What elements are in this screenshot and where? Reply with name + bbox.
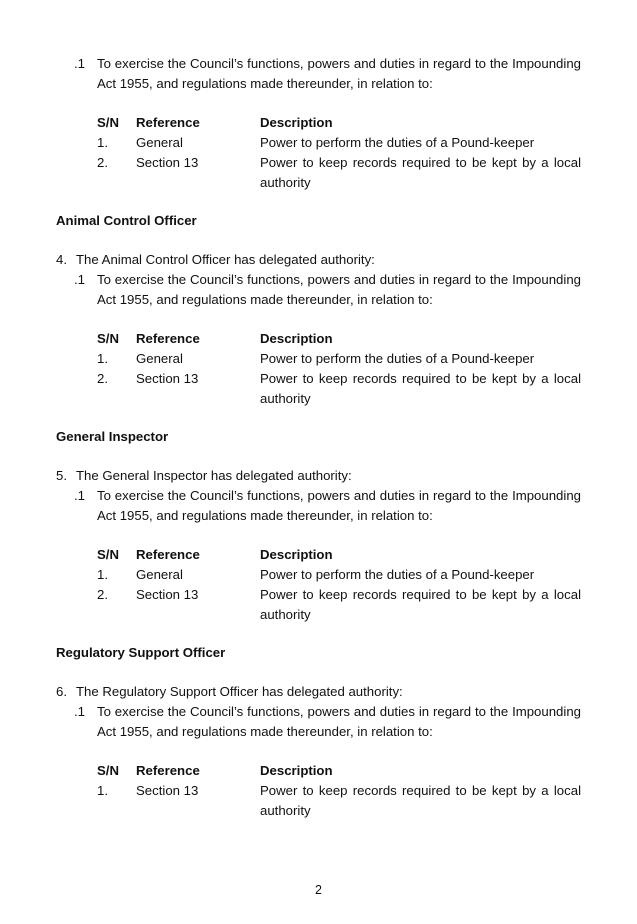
delegation-table: [97, 545, 581, 625]
clause-sub-number: .1: [74, 704, 85, 719]
row-reference: Section 13: [136, 587, 199, 602]
header-description: Description: [260, 115, 333, 130]
row-description: Power to keep records required to be kept by a local authority: [260, 783, 581, 818]
header-sn: S/N: [97, 763, 119, 778]
header-description: Description: [260, 331, 333, 346]
row-sn: 1.: [97, 783, 108, 798]
row-sn: 1.: [97, 567, 108, 582]
header-reference: Reference: [136, 331, 200, 346]
clause-number: 4.: [56, 252, 67, 267]
header-sn: S/N: [97, 547, 119, 562]
row-sn: 2.: [97, 587, 108, 602]
row-description: Power to keep records required to be kept by a local authority: [260, 155, 581, 190]
row-description: Power to perform the duties of a Pound-keeper: [260, 567, 535, 582]
row-description: Power to keep records required to be kept by a local authority: [260, 587, 581, 622]
delegation-table: [97, 329, 581, 409]
clause-text: To exercise the Council’s functions, powers and duties in regard to the Impounding Act 1955, and regulations made thereunder, in relation to:: [97, 488, 581, 523]
header-reference: Reference: [136, 547, 200, 562]
intro-table: [97, 113, 581, 193]
clause-text: To exercise the Council’s functions, powers and duties in regard to the Impounding Act 1955, and regulations made thereunder, in relation to:: [97, 272, 581, 307]
row-reference: General: [136, 135, 183, 150]
section-heading: Animal Control Officer: [56, 213, 197, 228]
statement-text: The Animal Control Officer has delegated authority:: [76, 252, 375, 267]
table-row: [97, 369, 581, 409]
clause-number: 5.: [56, 468, 67, 483]
row-description: Power to perform the duties of a Pound-keeper: [260, 351, 535, 366]
table-row: [97, 349, 581, 369]
row-reference: General: [136, 567, 183, 582]
clause-sub-number: .1: [74, 56, 85, 71]
statement-text: The Regulatory Support Officer has delegated authority:: [76, 684, 403, 699]
table-row: [97, 133, 581, 153]
table-header-row: [97, 329, 581, 349]
clause-text: To exercise the Council’s functions, powers and duties in regard to the Impounding Act 1955, and regulations made thereunder, in relation to:: [97, 704, 581, 739]
table-row: [97, 153, 581, 193]
clause-sub-number: .1: [74, 272, 85, 287]
table-header-row: [97, 113, 581, 133]
header-description: Description: [260, 763, 333, 778]
header-reference: Reference: [136, 763, 200, 778]
section-heading: Regulatory Support Officer: [56, 645, 226, 660]
row-sn: 2.: [97, 371, 108, 386]
header-sn: S/N: [97, 115, 119, 130]
clause-text: To exercise the Council’s functions, powers and duties in regard to the Impounding Act 1955, and regulations made thereunder, in relation to:: [97, 56, 581, 91]
clause-sub-number: .1: [74, 488, 85, 503]
page-number: 2: [315, 883, 322, 897]
row-reference: Section 13: [136, 783, 199, 798]
statement-text: The General Inspector has delegated authority:: [76, 468, 352, 483]
row-reference: Section 13: [136, 371, 199, 386]
row-sn: 2.: [97, 155, 108, 170]
row-reference: Section 13: [136, 155, 199, 170]
table-row: [97, 781, 581, 821]
row-reference: General: [136, 351, 183, 366]
table-header-row: [97, 761, 581, 781]
clause-number: 6.: [56, 684, 67, 699]
header-description: Description: [260, 547, 333, 562]
row-description: Power to perform the duties of a Pound-keeper: [260, 135, 535, 150]
row-sn: 1.: [97, 351, 108, 366]
header-reference: Reference: [136, 115, 200, 130]
row-description: Power to keep records required to be kept by a local authority: [260, 371, 581, 406]
row-sn: 1.: [97, 135, 108, 150]
section-heading: General Inspector: [56, 429, 169, 444]
table-header-row: [97, 545, 581, 565]
header-sn: S/N: [97, 331, 119, 346]
table-row: [97, 565, 581, 585]
delegation-table: [97, 761, 581, 821]
table-row: [97, 585, 581, 625]
